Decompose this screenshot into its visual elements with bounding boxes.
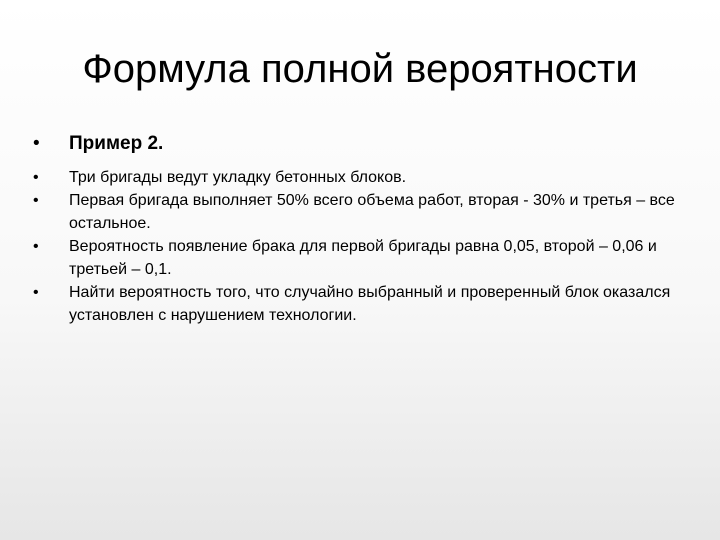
bullet-icon: • <box>33 284 39 301</box>
list-item-text: Найти вероятность того, что случайно выбранный и проверенный блок оказался установлен с нарушением технологии. <box>69 284 671 324</box>
list-item <box>33 281 703 327</box>
bullet-icon: • <box>33 238 39 255</box>
list-item <box>33 235 703 281</box>
slide-title: Формула полной вероятности <box>82 47 638 91</box>
bullet-icon: • <box>33 133 40 154</box>
example-heading-row <box>33 131 693 157</box>
bullet-icon: • <box>33 192 39 209</box>
bullet-icon: • <box>33 169 39 186</box>
example-heading: Пример 2. <box>69 133 164 154</box>
list-item-text: Три бригады ведут укладку бетонных блоков. <box>69 169 407 186</box>
list-item-text: Первая бригада выполняет 50% всего объема работ, вторая - 30% и третья – все остальное. <box>69 192 675 232</box>
list-item <box>33 189 703 235</box>
bullet-list <box>33 166 703 327</box>
list-item <box>33 166 703 189</box>
list-item-text: Вероятность появление брака для первой бригады равна 0,05, второй – 0,06 и третьей – 0,1. <box>69 238 657 278</box>
